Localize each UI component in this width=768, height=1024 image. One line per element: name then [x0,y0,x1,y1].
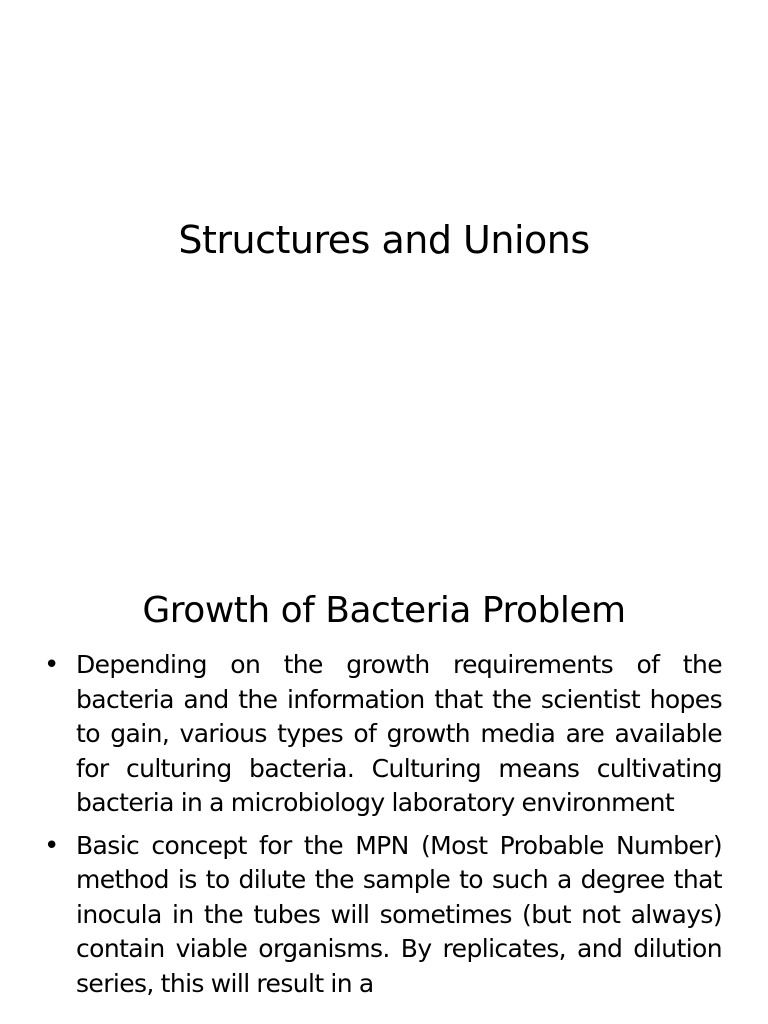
bullet-list [0,648,768,1009]
bullet-marker: • [44,830,60,861]
bullet-item [0,648,768,821]
slide-title-heading: Structures and Unions [178,218,590,262]
slide-growth-of-bacteria [0,576,768,1024]
bullet-marker: • [44,650,60,680]
bullet-text: Basic concept for the MPN (Most Probable Number) method is to dilute the sample to such a degree that inocula in the tubes will sometimes (but not always) contain viable organisms. By replicates, and dilution series, this will result in a [76,830,722,998]
bullet-item [0,829,768,1002]
slide-heading: Growth of Bacteria Problem [142,590,626,631]
bullet-text: Depending on the growth requirements of the bacteria and the information that the scientist hopes to gain, various types of growth media are available for culturing bacteria. Culturing means cultivating bacteria in a microbiology laboratory environment [76,650,722,817]
